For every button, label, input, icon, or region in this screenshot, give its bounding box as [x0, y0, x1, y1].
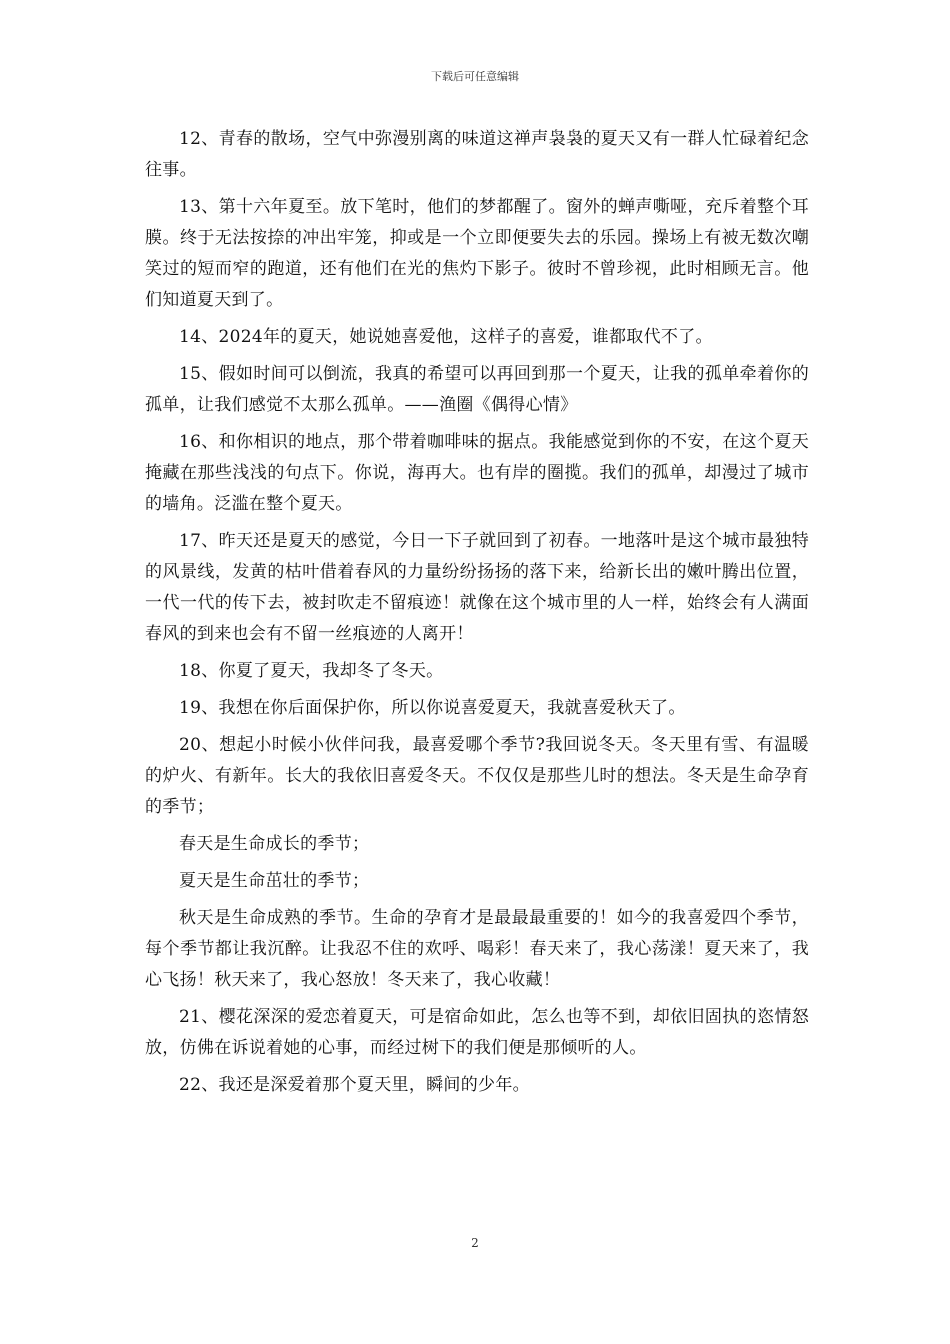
paragraph-17: 17、昨天还是夏天的感觉，今日一下子就回到了初春。一地落叶是这个城市最独特的风景线，发黄的枯叶借着春风的力量纷纷扬扬的落下来，给新长出的嫩叶腾出位置，一代一代的传下去，被封吹走不留痕迹！就像在这个城市里的人一样，始终会有人满面春风的到来也会有不留一丝痕迹的人离开！ [145, 531, 809, 644]
document-body [145, 124, 809, 1107]
paragraph-22: 22、我还是深爱着那个夏天里，瞬间的少年。 [179, 1075, 530, 1095]
paragraph-19: 19、我想在你后面保护你，所以你说喜爱夏天，我就喜爱秋天了。 [179, 698, 686, 718]
paragraph-12: 12、青春的散场，空气中弥漫别离的味道这禅声袅袅的夏天又有一群人忙碌着纪念往事。 [145, 129, 809, 180]
paragraph-20: 20、想起小时候小伙伴问我，最喜爱哪个季节?我回说冬天。冬天里有雪、有温暖的炉火、有新年。长大的我依旧喜爱冬天。不仅仅是那些儿时的想法。冬天是生命孕育的季节； [145, 735, 809, 817]
page-header: 下载后可任意编辑 [431, 70, 519, 83]
paragraph-14: 14、2024年的夏天，她说她喜爱他，这样子的喜爱，谁都取代不了。 [179, 327, 713, 347]
paragraph-autumn: 秋天是生命成熟的季节。生命的孕育才是最最最重要的！如今的我喜爱四个季节，每个季节都让我沉醉。让我忍不住的欢呼、喝彩！春天来了，我心荡漾！夏天来了，我心飞扬！秋天来了，我心怒放！冬天来了，我心收藏！ [145, 908, 809, 990]
page-number: 2 [471, 1236, 479, 1250]
paragraph-21: 21、樱花深深的爱恋着夏天，可是宿命如此，怎么也等不到，却依旧固执的恣情怒放，仿佛在诉说着她的心事，而经过树下的我们便是那倾听的人。 [145, 1007, 809, 1058]
paragraph-summer: 夏天是生命茁壮的季节； [179, 871, 370, 891]
paragraph-18: 18、你夏了夏天，我却冬了冬天。 [179, 661, 444, 681]
paragraph-13: 13、第十六年夏至。放下笔时，他们的梦都醒了。窗外的蝉声嘶哑，充斥着整个耳膜。终于无法按捺的冲出牢笼，抑或是一个立即便要失去的乐园。操场上有被无数次嘲笑过的短而窄的跑道，还有他们在光的焦灼下影子。彼时不曾珍视，此时相顾无言。他们知道夏天到了。 [145, 197, 809, 310]
paragraph-15: 15、假如时间可以倒流，我真的希望可以再回到那一个夏天，让我的孤单牵着你的孤单，让我们感觉不太那么孤单。——渔圈《偶得心情》 [145, 364, 809, 415]
paragraph-16: 16、和你相识的地点，那个带着咖啡味的据点。我能感觉到你的不安，在这个夏天掩藏在那些浅浅的句点下。你说，海再大。也有岸的圈揽。我们的孤单，却漫过了城市的墙角。泛滥在整个夏天。 [145, 432, 809, 514]
paragraph-spring: 春天是生命成长的季节； [179, 834, 370, 854]
